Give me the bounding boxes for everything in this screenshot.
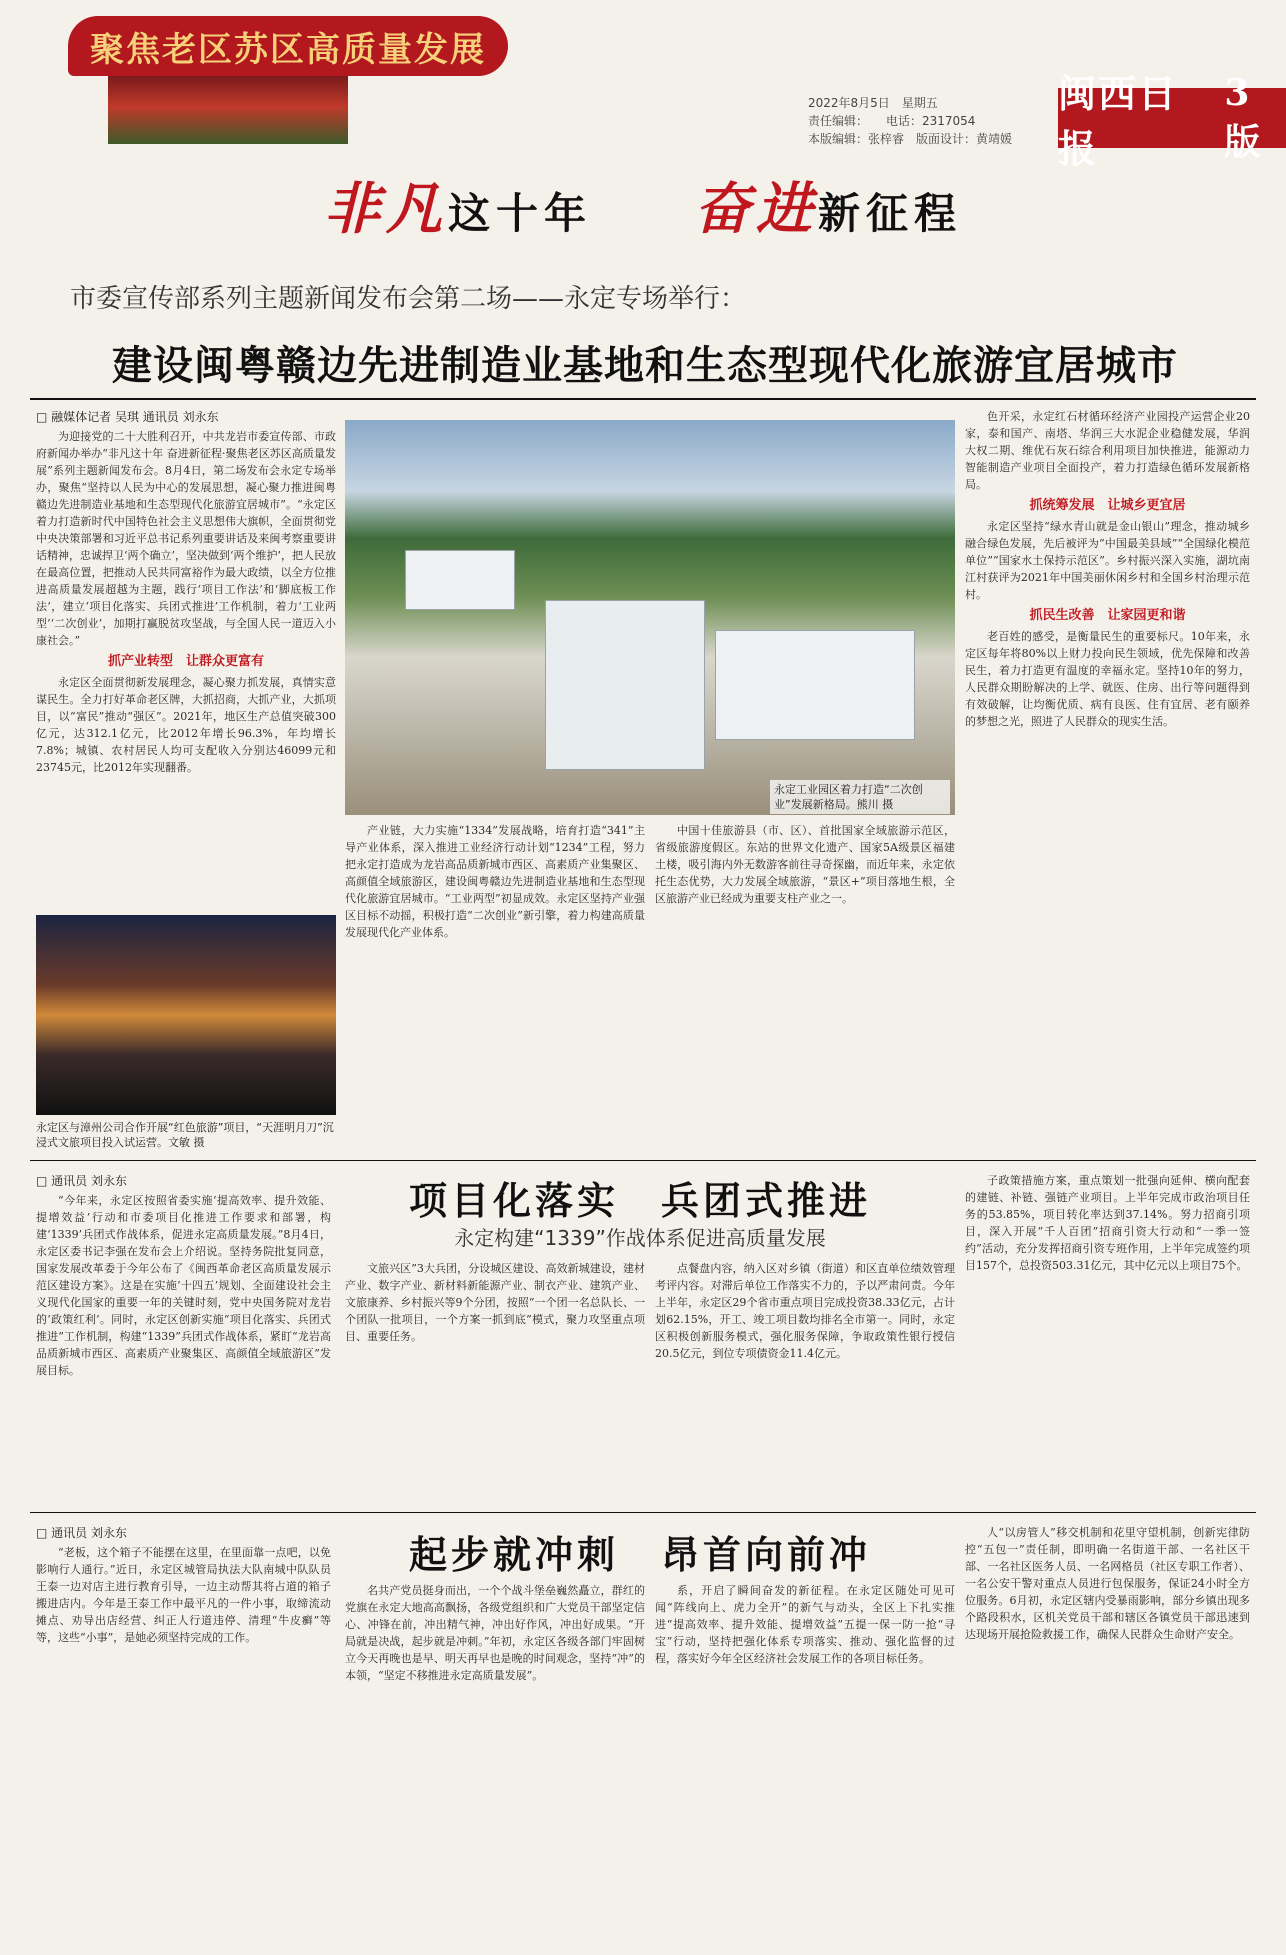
lead-col1-subhead: 抓产业转型 让群众更富有 <box>107 654 264 669</box>
lead-column-3 <box>655 822 955 1122</box>
lead-column-1 <box>36 428 336 908</box>
lead-col4-paragraph-3: 老百姓的感受，是衡量民生的重要标尺。10年来，永定区每年将80%以上财力投向民生领域，优先保障和改善民生，着力打造更有温度的幸福永定。坚持10年的努力，人民群众期盼解决的上学、就医、住房、出行等问题得到有效破解，让均衡优质、病有良医、住有宜居、老有颐养的梦想之光，照进了人民群众的现实生活。 <box>965 630 1250 728</box>
slogan-black-2: 新征程 <box>817 189 962 238</box>
story2-column-1 <box>36 1192 331 1502</box>
date-line: 2022年8月5日 星期五 <box>808 96 938 110</box>
slogan-red-1: 非凡 <box>323 176 448 242</box>
story2-column-2 <box>345 1260 645 1502</box>
lead-byline: □ 融媒体记者 吴琪 通讯员 刘永东 <box>36 410 219 424</box>
masthead <box>28 10 1263 171</box>
story3-byline: □ 通讯员 刘永东 <box>36 1526 127 1540</box>
story3-col1-paragraph: “老板，这个箱子不能摆在这里，在里面靠一点吧，以免影响行人通行。”近日，永定区城管局执法大队南城中队队员王泰一边对店主进行教育引导，一边主动帮其将占道的箱子搬进店内。今年是王泰工作中最平凡的一件小事，取缔流动摊点、劝导出店经营、纠正人行道违停、清理“牛皮癣”等等，这些“小事”，是她必须坚持完成的工作。 <box>36 1546 331 1644</box>
lead-headline: 建设闽粤赣边先进制造业基地和生态型现代化旅游宜居城市 <box>112 343 1178 389</box>
slogan-black-1: 这十年 <box>447 189 592 238</box>
lead-col4-paragraph-2: 永定区坚持“绿水青山就是金山银山”理念，推动城乡融合绿色发展，先后被评为“中国最美县域”“全国绿化模范单位”“国家水土保持示范区”。乡村振兴深入实施，湖坑南江村获评为2021年中国美丽休闲乡村和全国乡村治理示范村。 <box>965 520 1250 601</box>
story2-col4-paragraph: 子政策措施方案，重点策划一批强向延伸、横向配套的建链、补链、强链产业项目。上半年完成市政治项目任务的53.85%，项目转化率达到37.14%。努力招商引项目，深入开展“千人百团”招商引资大行动和“一季一签约”活动，充分发挥招商引资专班作用，上半年完成签约项目157个，总投资503.31亿元，其中亿元以上项目75个。 <box>965 1174 1250 1272</box>
story2-subtitle: 永定构建“1339”作战体系促进高质量发展 <box>454 1226 826 1250</box>
park-photo-caption: 永定工业园区着力打造“二次创业”发展新格局。熊川 摄 <box>770 780 950 814</box>
story2-col3-paragraph: 点餐盘内容，纳入区对乡镇（街道）和区直单位绩效管理考评内容。对滞后单位工作落实不力的，予以严肃问责。今年上半年，永定区29个省市重点项目完成投资38.33亿元，占计划62.15%，开工、竣工项目数均排名全市第一。同时，永定区积极创新服务模式，强化服务保障，争取政策性银行授信20.5亿元，到位专项债资金11.4亿元。 <box>655 1262 955 1360</box>
story3-column-4 <box>965 1524 1250 1944</box>
stage-photo <box>36 915 336 1115</box>
story2-byline: □ 通讯员 刘永东 <box>36 1174 127 1188</box>
story2-title: 项目化落实 兵团式推进 <box>408 1178 871 1223</box>
lead-col2-paragraph: 产业链，大力实施“1334”发展战略，培育打造“341”主导产业体系，深入推进工业经济行动计划“1234”工程，努力把永定打造成为龙岩高品质新城市西区、高素质产业集聚区、高颜值全域旅游区，建设闽粤赣边先进制造业基地和生态型现代化旅游宜居城市。“工业两型”初显成效。永定区坚持产业强区目标不动摇，积极打造“二次创业”新引擎，着力构建高质量发展现代化产业体系。 <box>345 824 645 939</box>
lead-col1-paragraph: 为迎接党的二十大胜利召开，中共龙岩市委宣传部、市政府新闻办举办“非凡这十年 奋进新征程·聚焦老区苏区高质量发展”系列主题新闻发布会。8月4日，第二场发布会永定专场举办，聚焦“坚持以人民为中心的发展思想，凝心聚力推进闽粤赣边先进制造业基地和生态型现代化旅游宜居城市”。“永定区着力打造新时代中国特色社会主义思想伟大旗帜，全面贯彻党中央决策部署和习近平总书记系列重要讲话及来闽考察重要讲话精神，忠诚捍卫‘两个确立’，坚决做到‘两个维护’，把人民放在最高位置，把推动人民共同富裕作为最大政绩，以全方位推进高质量发展超越为主题，践行‘项目工作法’和‘脚底板工作法’，建立‘项目化落实、兵团式推进’工作机制，着力‘工业两型’‘二次创业’，加期打赢脱贫攻坚战，与全国人民一道迈入小康社会。” <box>36 430 336 647</box>
editor-line-2: 本版编辑：张梓睿 版面设计：黄靖媛 <box>808 132 1013 146</box>
lead-column-4 <box>965 408 1250 1148</box>
page-number: 3版 <box>1224 71 1263 163</box>
slogan <box>0 165 1286 245</box>
lead-col4-subhead-1: 抓统筹发展 让城乡更宜居 <box>1029 498 1186 513</box>
slogan-red-2: 奋进 <box>693 176 818 242</box>
banner-photo <box>108 76 348 144</box>
lead-kicker: 市委宣传部系列主题新闻发布会第二场——永定专场举行： <box>70 284 747 314</box>
story3-column-3 <box>655 1582 955 1944</box>
stage-photo-caption: 永定区与漳州公司合作开展“红色旅游”项目，“天涯明月刀”沉浸式文旅项目投入试运营。文敏 摄 <box>36 1121 334 1149</box>
lead-column-2 <box>345 822 645 1122</box>
story3-column-2 <box>345 1582 645 1944</box>
lead-col4-subhead-2: 抓民生改善 让家园更和谐 <box>1029 608 1186 623</box>
story3-column-1 <box>36 1544 331 1944</box>
lead-col4-paragraph: 色开采，永定红石材循环经济产业园投产运营企业20家，泰和国产、南塔、华润三大水泥企业稳健发展，华润大权二期、维优石灰石综合利用项目加快推进，能源动力智能制造产业项目全面投产，着力打造绿色循环发展新格局。 <box>965 410 1250 491</box>
paper-name: 闽西日报 <box>1058 71 1179 171</box>
industrial-park-photo <box>345 420 955 815</box>
story2-col1-paragraph: “今年来，永定区按照省委实施‘提高效率、提升效能、提增效益’行动和市委项目化推进工作要求和部署，构建‘1339’兵团式作战体系，促进永定高质量发展。”8月4日，永定区委书记李强在发布会上介绍说。坚持务院批复同意，国家发展改革委于今年公布了《闽西革命老区高质量发展示范区建设方案》。这是在实施‘十四五’规划、全面建设社会主义现代化国家的重要一年的关键时刻，党中央国务院对龙岩的‘政策红利’。同时，永定区创新实施“项目化落实、兵团式推进”工作机制，构建“1339”兵团式作战体系，紧盯“龙岩高品质新城市西区、高素质产业聚集区、高颜值全域旅游区”发展目标。 <box>36 1194 331 1377</box>
story2-rule <box>30 1160 1256 1161</box>
lead-col3-paragraph: 中国十佳旅游县（市、区）、首批国家全域旅游示范区，省级旅游度假区。东站的世界文化遗产、国家5A级景区福建土楼，吸引海内外无数游客前往寻奇探幽，而近年来，永定依托生态优势，大力发展全域旅游，“景区+”项目落地生根，全区旅游产业已经成为重要支柱产业之一。 <box>655 824 955 905</box>
paper-logo <box>1058 71 1286 171</box>
headline-rule <box>30 398 1256 400</box>
story3-col3-paragraph: 系，开启了瞬间奋发的新征程。在永定区随处可见可闻“阵线向上、虎力全开”的新气与动头，全区上下扎实推进“提高效率、提升效能、提增效益”五提一保一防一抢“寻宝”行动，坚持把强化体系专项落实、推动、强化监督的过程，落实好今年全区经济社会发展工作的各项目标任务。 <box>655 1584 955 1665</box>
story2-column-3 <box>655 1260 955 1502</box>
story2-column-4 <box>965 1172 1250 1502</box>
story2-col2-paragraph: 文旅兴区”3大兵团，分设城区建设、高效新城建设，建材产业、数字产业、新材料新能源产业、制衣产业、建筑产业、文旅康养、乡村振兴等9个分团，按照“一个团一名总队长、一个团队一批项目，一个方案一抓到底”模式，聚力攻坚重点项目、重要任务。 <box>345 1262 645 1343</box>
lead-col1-paragraph-2: 永定区全面贯彻新发展理念，凝心聚力抓发展，真情实意谋民生。全力打好革命老区牌，大抓招商，大抓产业，大抓项目，以“富民”推动“强区”。2021年，地区生产总值突破300亿元，达312.1亿元，比2012年增长96.3%，年均增长7.8%；城镇、农村居民人均可支配收入分别达46099元和23745元，比2012年实现翻番。 <box>36 676 336 774</box>
photo-building-tower <box>545 600 705 770</box>
story3-col4-paragraph: 人“以房管人”移交机制和花里守望机制，创新宪律防控“五包一”责任制，即明确一名街道干部、一名社区干部、一名社区医务人员、一名网格员（社区专职工作者）、一名公安干警对重点人员进行包保服务，保证24小时全方位服务。6月初，永定区辖内受暴雨影响，部分乡镇出现多个路段积水，区机关党员干部和辖区各镇党员干部迅速到达现场开展抢险救援工作，确保人民群众生命财产安全。 <box>965 1526 1250 1641</box>
story3-col2-paragraph: 名共产党员挺身而出，一个个战斗堡垒巍然矗立，群红的党旗在永定大地高高飘扬，各级党组织和广大党员干部坚定信心、冲锋在前，冲出精气神，冲出好作风，冲出好成果。“开局就是决战，起步就是冲刺。”年初，永定区各级各部门牢固树立今天再晚也是早、明天再早也是晚的时间观念，坚持“冲”的本领，“坚定不移推进永定高质量发展”。 <box>345 1584 645 1682</box>
editor-line: 责任编辑： 电话：2317054 <box>808 114 976 128</box>
section-banner: 聚焦老区苏区高质量发展 <box>68 16 508 76</box>
date-block <box>808 94 1058 148</box>
photo-building-factory <box>715 630 915 740</box>
story3-rule <box>30 1512 1256 1513</box>
story3-title: 起步就冲刺 昂首向前冲 <box>408 1532 871 1577</box>
photo-building-left <box>405 550 515 610</box>
